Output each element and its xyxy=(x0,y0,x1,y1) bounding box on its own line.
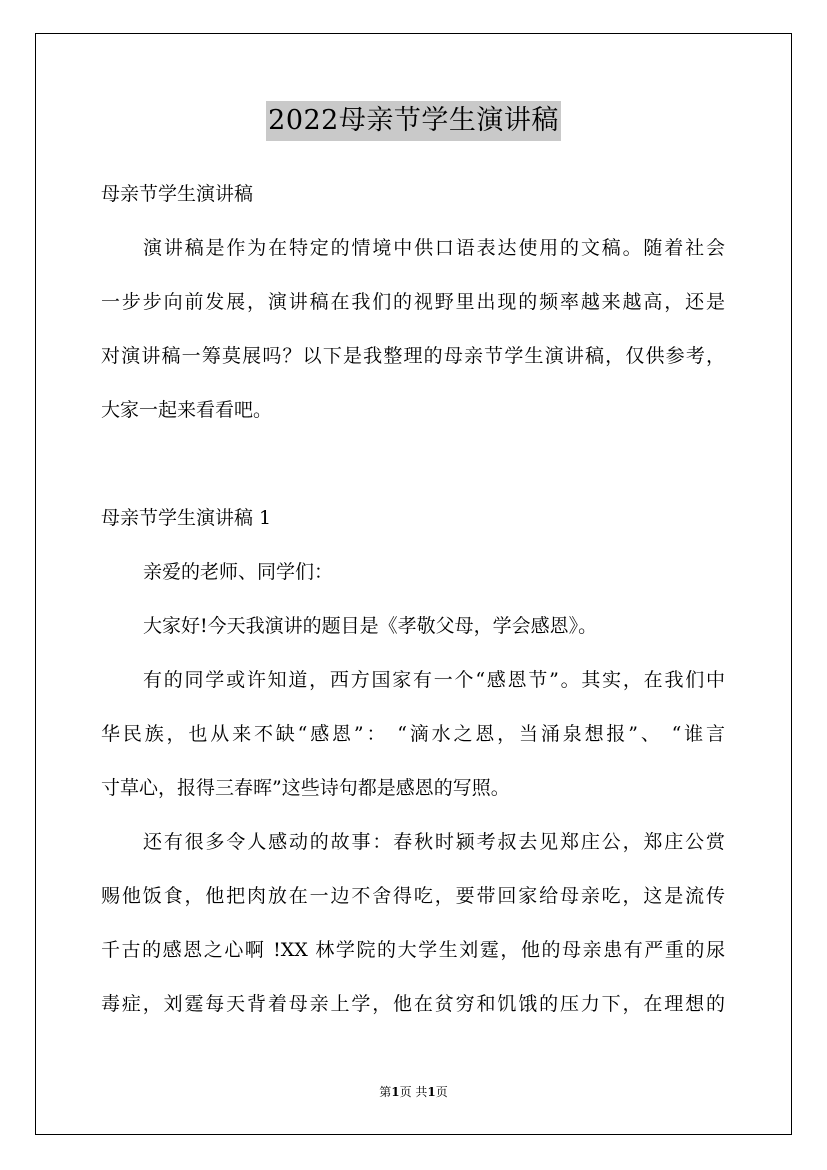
paragraph1-line-2: 华民族，也从来不缺“感恩”： “滴水之恩，当涌泉想报”、 “谁言 xyxy=(101,723,725,745)
footer-current-page: 1 xyxy=(391,1085,400,1099)
title-container xyxy=(0,101,827,141)
paragraph1-line-3: 寸草心，报得三春晖”这些诗句都是感恩的写照。 xyxy=(101,777,510,799)
opening-line: 大家好!今天我演讲的题目是《孝敬父母，学会感恩》。 xyxy=(143,615,598,637)
intro-line-4: 大家一起来看看吧。 xyxy=(101,399,273,421)
section-heading: 母亲节学生演讲稿 1 xyxy=(101,507,272,529)
intro-line-1: 演讲稿是作为在特定的情境中供口语表达使用的文稿。随着社会 xyxy=(143,237,725,259)
paragraph2-line-3: 千古的感恩之心啊 !XX 林学院的大学生刘霆，他的母亲患有严重的尿 xyxy=(101,939,725,961)
paragraph2-line-4: 毒症，刘霆每天背着母亲上学，他在贫穷和饥饿的压力下，在理想的 xyxy=(101,993,725,1015)
document-subtitle: 母亲节学生演讲稿 xyxy=(101,183,254,205)
footer-mid: 页 共 xyxy=(399,1085,428,1099)
footer-total-pages: 1 xyxy=(427,1085,436,1099)
intro-line-3: 对演讲稿一筹莫展吗？以下是我整理的母亲节学生演讲稿，仅供参考， xyxy=(101,345,725,367)
paragraph2-line-2: 赐他饭食，他把肉放在一边不舍得吃，要带回家给母亲吃，这是流传 xyxy=(101,885,725,907)
page-footer xyxy=(0,1083,827,1101)
footer-prefix: 第 xyxy=(379,1085,392,1099)
paragraph2-line-1: 还有很多令人感动的故事：春秋时颍考叔去见郑庄公，郑庄公赏 xyxy=(143,831,725,853)
footer-suffix: 页 xyxy=(435,1085,448,1099)
document-title: 2022母亲节学生演讲稿 xyxy=(266,101,561,141)
greeting-line: 亲爱的老师、同学们： xyxy=(143,561,334,583)
paragraph1-line-1: 有的同学或许知道，西方国家有一个“感恩节”。其实，在我们中 xyxy=(143,669,725,691)
intro-line-2: 一步步向前发展，演讲稿在我们的视野里出现的频率越来越高，还是 xyxy=(101,291,725,313)
